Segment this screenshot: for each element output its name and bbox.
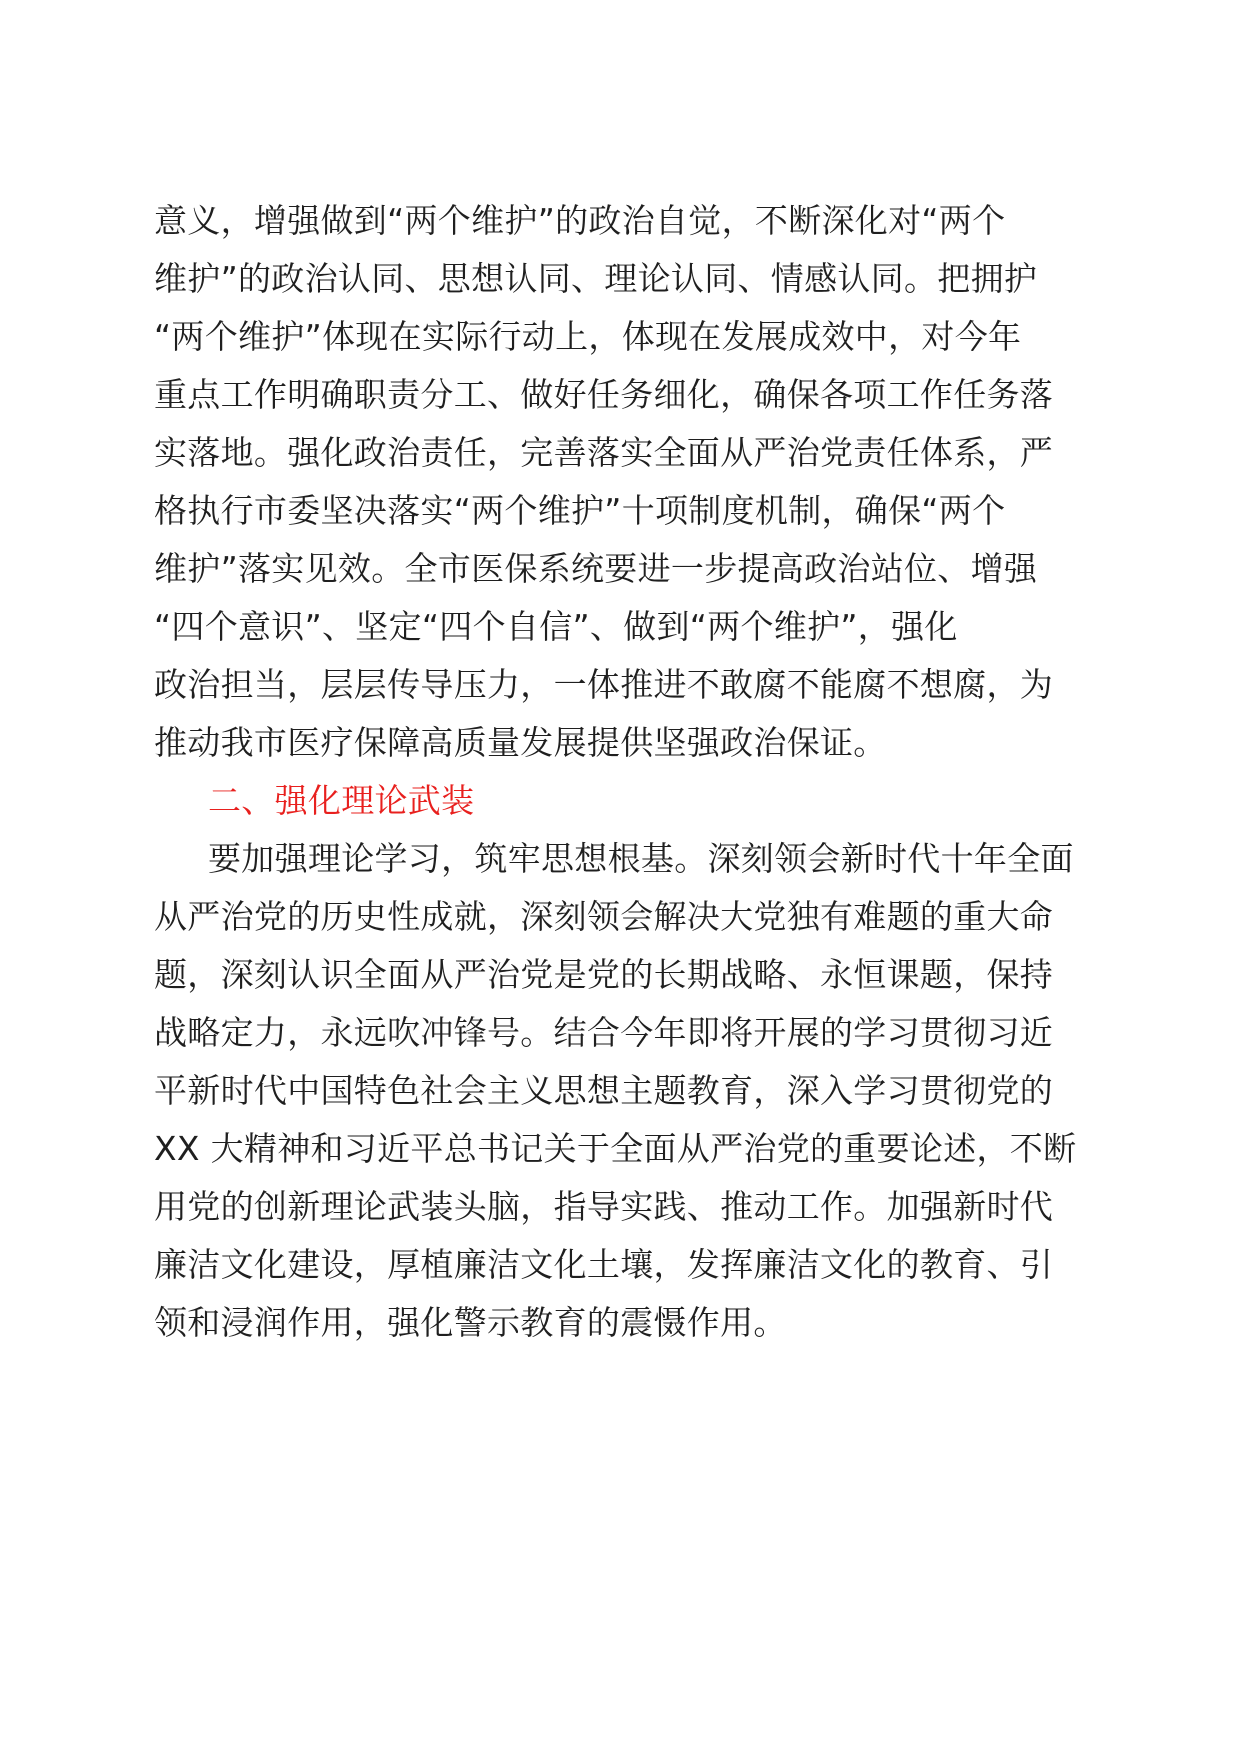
paragraph-line: 实落地。强化政治责任，完善落实全面从严治党责任体系，严 — [154, 433, 1054, 472]
paragraph-line: 推动我市医疗保障高质量发展提供坚强政治保证。 — [154, 723, 887, 762]
paragraph-line: “四个意识”、坚定“四个自信”、做到“两个维护”，强化 — [154, 607, 958, 646]
paragraph-line: 维护”的政治认同、思想认同、理论认同、情感认同。把拥护 — [154, 259, 1038, 298]
section-heading: 二、强化理论武装 — [208, 781, 475, 820]
paragraph-line: 政治担当，层层传导压力，一体推进不敢腐不能腐不想腐，为 — [154, 665, 1054, 704]
paragraph-line: XX 大精神和习近平总书记关于全面从严治党的重要论述，不断 — [154, 1129, 1077, 1168]
paragraph-line: 要加强理论学习，筑牢思想根基。深刻领会新时代十年全面 — [208, 839, 1074, 878]
paragraph-line: 题，深刻认识全面从严治党是党的长期战略、永恒课题，保持 — [154, 955, 1054, 994]
paragraph-line: 维护”落实见效。全市医保系统要进一步提高政治站位、增强 — [154, 549, 1038, 588]
paragraph-line: 格执行市委坚决落实“两个维护”十项制度机制，确保“两个 — [154, 491, 1006, 530]
paragraph-line: 意义，增强做到“两个维护”的政治自觉，不断深化对“两个 — [154, 201, 1006, 240]
paragraph-line: 重点工作明确职责分工、做好任务细化，确保各项工作任务落 — [154, 375, 1054, 414]
paragraph-line: 用党的创新理论武装头脑，指导实践、推动工作。加强新时代 — [154, 1187, 1054, 1226]
paragraph-line: 领和浸润作用，强化警示教育的震慑作用。 — [154, 1303, 787, 1342]
paragraph-line: 廉洁文化建设，厚植廉洁文化土壤，发挥廉洁文化的教育、引 — [154, 1245, 1054, 1284]
paragraph-line: 从严治党的历史性成就，深刻领会解决大党独有难题的重大命 — [154, 897, 1054, 936]
paragraph-line: 战略定力，永远吹冲锋号。结合今年即将开展的学习贯彻习近 — [154, 1013, 1054, 1052]
paragraph-line: “两个维护”体现在实际行动上，体现在发展成效中，对今年 — [154, 317, 1022, 356]
paragraph-line: 平新时代中国特色社会主义思想主题教育，深入学习贯彻党的 — [154, 1071, 1054, 1110]
